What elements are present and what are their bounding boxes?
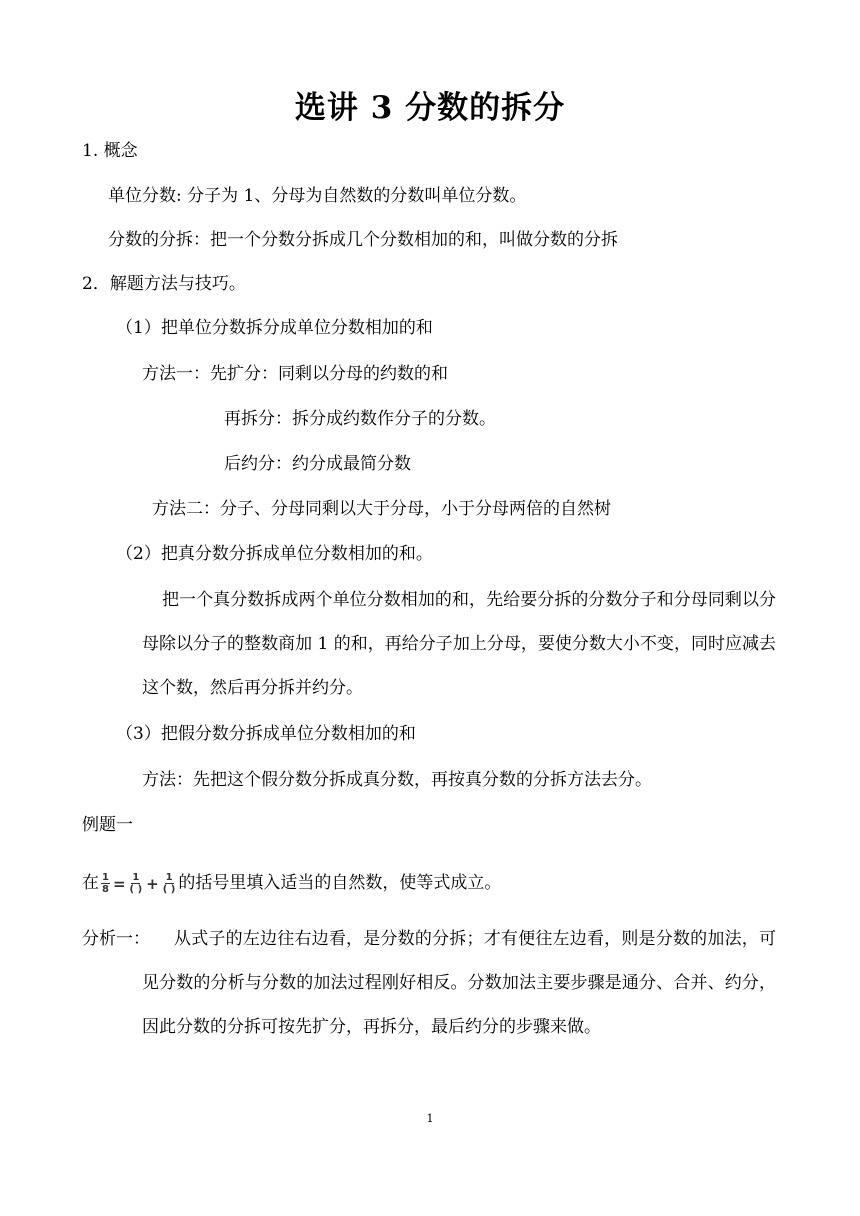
- page-number: 1: [426, 1112, 434, 1125]
- subsection-2-text: 把一个真分数拆成两个单位分数相加的和，先给要分拆的分数分子和分母同剩以分母除以分子的整数商加 1 的和，再给分子加上分母，要使分数大小不变，同时应减去这个数，然后再分拆并约分。: [142, 590, 776, 698]
- subsection-3-text: 方法：先把这个假分数分拆成真分数，再按真分数的分拆方法去分。: [142, 770, 652, 790]
- subsection-1-heading: （1）把单位分数拆分成单位分数相加的和: [116, 318, 433, 338]
- fraction-numerator: 1: [132, 872, 140, 883]
- fraction-numerator: 1: [102, 872, 109, 883]
- equals-sign: =: [112, 874, 126, 893]
- method-1-step-2: 再拆分：拆分成约数作分子的分数。: [224, 409, 496, 429]
- example-prefix: 在: [82, 873, 99, 893]
- method-2: 方法二：分子、分母同剩以大于分母，小于分母两倍的自然树: [152, 499, 611, 519]
- fraction-denominator-blank: ( ): [162, 884, 176, 895]
- analysis-text: 从式子的左边往右边看，是分数的分拆；才有便往左边看，则是分数的加法，可见分数的分析与分数的加法过程刚好相反。分数加法主要步骤是通分、合并、约分，因此分数的分拆可按先扩分，再拆分，最后约分的步骤来做。: [142, 929, 776, 1037]
- fraction-denominator: 8: [102, 884, 109, 895]
- plus-sign: +: [146, 874, 159, 893]
- analysis-label: 分析一：: [82, 929, 150, 949]
- example-suffix: 的括号里填入适当的自然数，使等式成立。: [178, 873, 502, 893]
- section-2-heading: 2．解题方法与技巧。: [82, 274, 246, 294]
- subsection-3-heading: （3）把假分数分拆成单位分数相加的和: [116, 724, 416, 744]
- fraction-equation: [100, 870, 177, 898]
- fraction-term-2: [162, 872, 177, 895]
- unit-fraction-definition: 单位分数: 分子为 1、分母为自然数的分数叫单位分数。: [108, 186, 527, 206]
- subsection-2-heading: （2）把真分数分拆成单位分数相加的和。: [116, 544, 433, 564]
- fraction-split-definition: 分数的分拆：把一个分数分拆成几个分数相加的和，叫做分数的分拆: [108, 230, 618, 250]
- fraction-numerator: 1: [165, 872, 173, 883]
- method-1-step-3: 后约分：约分成最简分数: [224, 454, 411, 474]
- example-heading: 例题一: [82, 815, 133, 835]
- method-1-step-1: 方法一：先扩分：同剩以分母的约数的和: [142, 364, 448, 384]
- fraction-denominator-blank: ( ): [129, 884, 143, 895]
- page-title: 选讲 3 分数的拆分: [294, 90, 566, 126]
- example-problem: [82, 869, 501, 898]
- fraction-lhs: [101, 872, 110, 895]
- fraction-term-1: [129, 872, 144, 895]
- section-1-heading: 1. 概念: [82, 141, 138, 161]
